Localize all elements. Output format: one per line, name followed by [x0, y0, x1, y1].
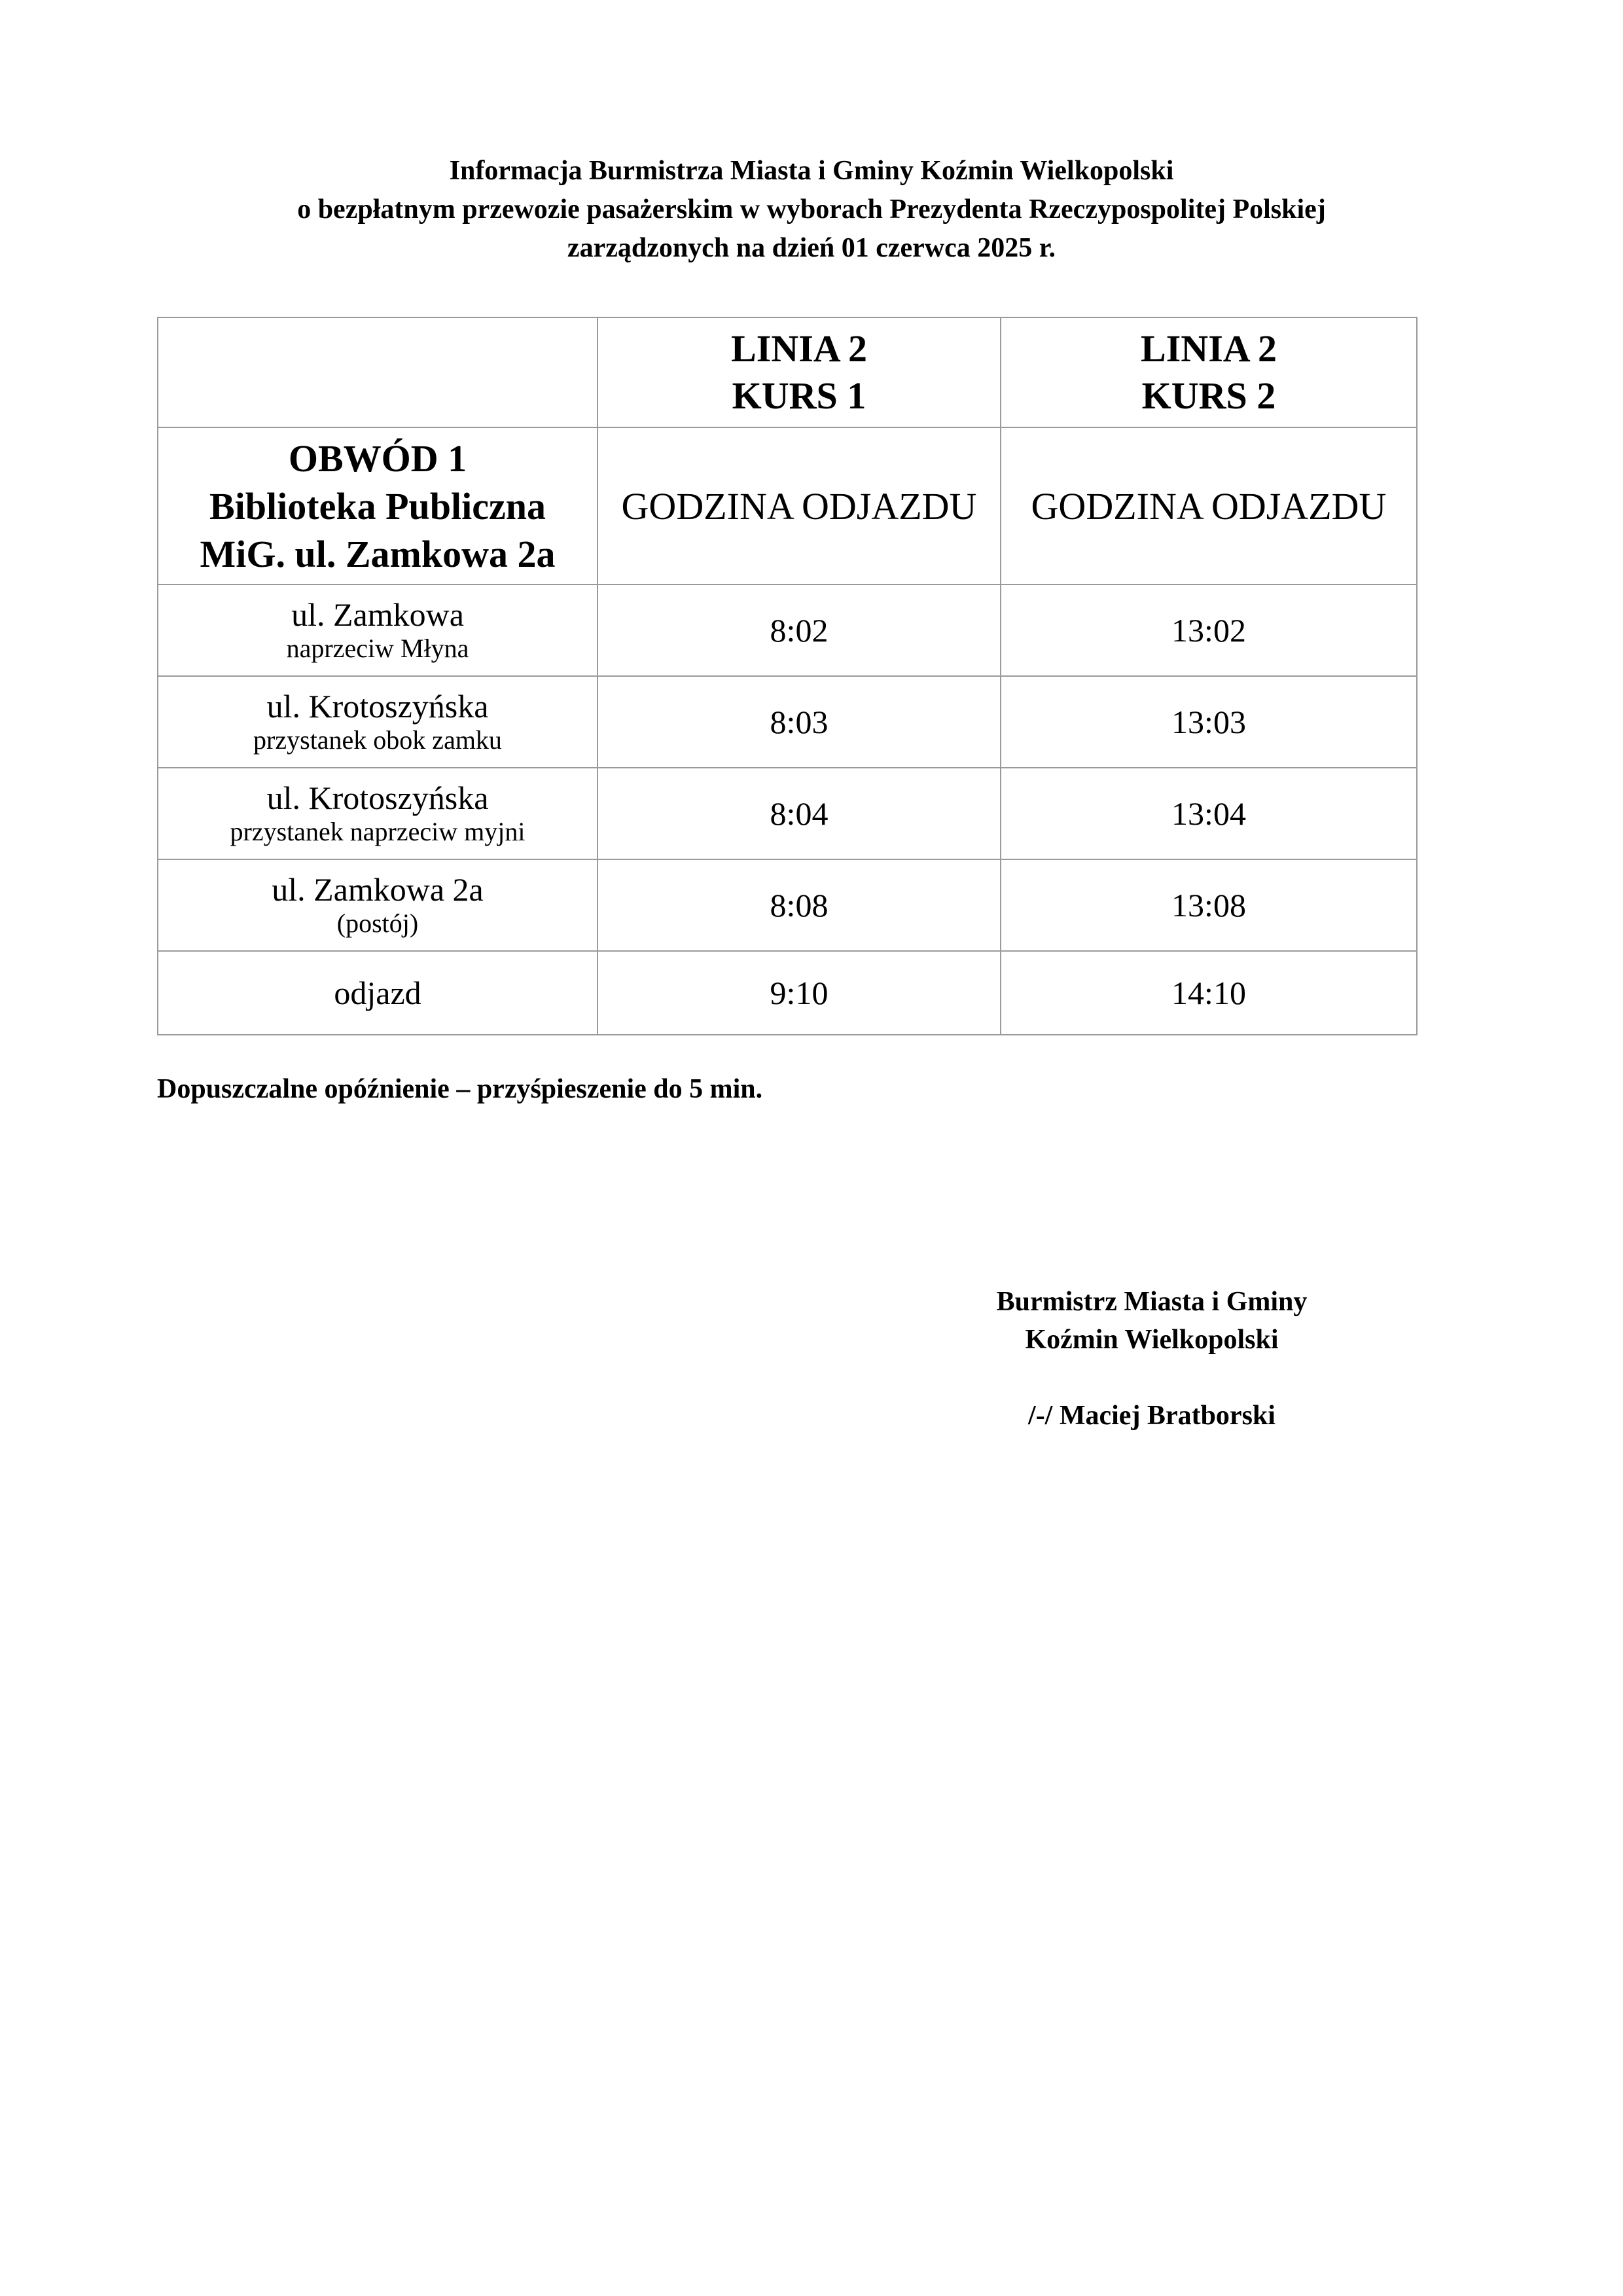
- obwod-address: MiG. ul. Zamkowa 2a: [200, 532, 556, 575]
- signature-title: Burmistrz Miasta i Gminy: [996, 1287, 1308, 1317]
- stop-cell: [158, 584, 597, 676]
- empty-corner-cell: [158, 317, 597, 427]
- time-kurs-2: 14:10: [1001, 951, 1417, 1035]
- time-kurs-2: 13:03: [1001, 676, 1417, 768]
- time-kurs-1: 8:02: [597, 584, 1001, 676]
- time-kurs-1: 8:04: [597, 768, 1001, 859]
- signature-municipality: Koźmin Wielkopolski: [1025, 1325, 1279, 1355]
- stop-detail: przystanek obok zamku: [253, 725, 502, 755]
- departure-label: odjazd: [158, 951, 597, 1035]
- signature-name: /-/ Maciej Bratborski: [1028, 1401, 1275, 1431]
- stop-name: ul. Zamkowa: [291, 596, 464, 633]
- obwod-row: [158, 427, 1417, 584]
- header-line-2: o bezpłatnym przewozie pasażerskim w wyborach Prezydenta Rzeczypospolitej Polskiej: [297, 194, 1326, 224]
- document-header: [0, 152, 1623, 268]
- stop-detail: naprzeciw Młyna: [286, 634, 469, 663]
- table-row: [158, 584, 1417, 676]
- column-header-kurs-2: LINIA 2 KURS 2: [1001, 317, 1417, 427]
- time-kurs-2: 13:08: [1001, 859, 1417, 951]
- stop-detail: (postój): [336, 908, 419, 938]
- table-row: [158, 859, 1417, 951]
- time-kurs-1: 8:03: [597, 676, 1001, 768]
- departure-label-kurs-1: GODZINA ODJAZDU: [597, 427, 1001, 584]
- timetable: [157, 317, 1418, 1035]
- stop-detail: przystanek naprzeciw myjni: [230, 817, 526, 846]
- stop-name: ul. Zamkowa 2a: [272, 871, 484, 908]
- table-row: [158, 768, 1417, 859]
- obwod-location: Biblioteka Publiczna: [209, 484, 546, 528]
- table-row: [158, 676, 1417, 768]
- signature-block: [903, 1283, 1400, 1435]
- time-kurs-2: 13:02: [1001, 584, 1417, 676]
- stop-cell: [158, 676, 597, 768]
- stop-cell: [158, 768, 597, 859]
- departure-row: [158, 951, 1417, 1035]
- column-header-kurs-1: LINIA 2 KURS 1: [597, 317, 1001, 427]
- table-header-row: [158, 317, 1417, 427]
- stop-name: ul. Krotoszyńska: [266, 688, 489, 725]
- header-line-3: zarządzonych na dzień 01 czerwca 2025 r.: [567, 233, 1056, 263]
- header-line-1: Informacja Burmistrza Miasta i Gminy Koźmin Wielkopolski: [449, 156, 1174, 186]
- stop-cell: [158, 859, 597, 951]
- departure-label-kurs-2: GODZINA ODJAZDU: [1001, 427, 1417, 584]
- time-kurs-1: 9:10: [597, 951, 1001, 1035]
- stop-name: ul. Krotoszyńska: [266, 780, 489, 816]
- time-kurs-1: 8:08: [597, 859, 1001, 951]
- tolerance-note: Dopuszczalne opóźnienie – przyśpieszenie do 5 min.: [157, 1074, 763, 1104]
- obwod-number: OBWÓD 1: [288, 437, 467, 480]
- obwod-cell: [158, 427, 597, 584]
- time-kurs-2: 13:04: [1001, 768, 1417, 859]
